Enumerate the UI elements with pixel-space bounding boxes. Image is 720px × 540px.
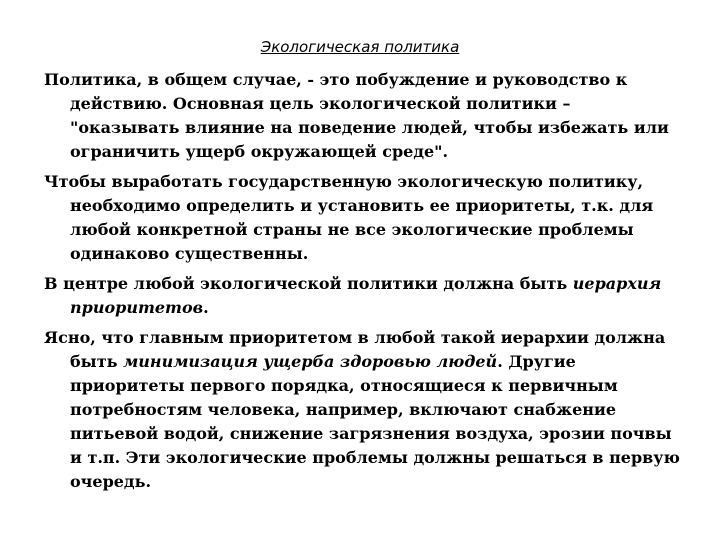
paragraph-text: . xyxy=(203,298,209,317)
slide-body xyxy=(44,68,684,500)
paragraph-text: Политика, в общем случае, - это побуждение и руководство к действию. Основная цель экологической политики – "оказывать влияние на поведение людей, чтобы избежать или ограничить ущерб окружающей среде". xyxy=(44,70,669,161)
emphasis-text: минимизация ущерба здоровью людей xyxy=(123,352,498,371)
paragraph-text: В центре любой экологической политики должна быть xyxy=(44,274,573,293)
paragraph-text: Чтобы выработать государственную экологическую политику, необходимо определить и установить ее приоритеты, т.к. для любой конкретной страны не все экологические проблемы одинаково существенны. xyxy=(44,172,654,263)
slide-title: Экологическая политика xyxy=(260,38,460,56)
paragraph-priorities xyxy=(44,170,684,266)
paragraph-text: Ясно, что главным приоритетом в любой такой иерархии должна быть xyxy=(44,328,666,371)
paragraph-hierarchy xyxy=(44,272,684,320)
emphasis-text: иерархия приоритетов xyxy=(70,274,662,317)
paragraph-text: . Другие приоритеты первого порядка, относящиеся к первичным потребностям человека, например, включают снабжение питьевой водой, снижение загрязнения воздуха, эрозии почвы и т.п. Эти экологические проблемы должны решаться в первую очередь. xyxy=(70,352,680,491)
paragraph-main-priority xyxy=(44,326,684,494)
paragraph-definition xyxy=(44,68,684,164)
